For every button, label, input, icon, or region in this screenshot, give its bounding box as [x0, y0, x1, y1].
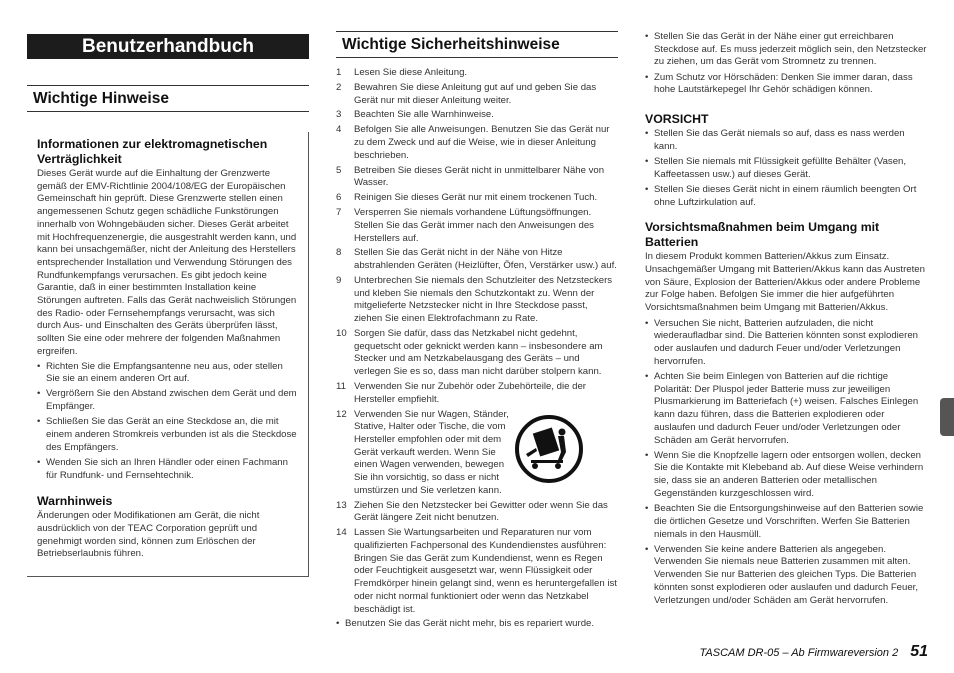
list-item: • Wenn Sie die Knopfzelle lagern oder entsorgen wollen, decken Sie die Kontakte mit Klebeband ab. Auf diese Weise verhindern sie, dass sie an anderen Batterien oder metallischen Gegenständen kurzgeschlossen wird. — [645, 450, 927, 501]
footer-text: TASCAM DR-05 – Ab Firmwareversion 2 — [699, 647, 899, 659]
safety-item — [336, 527, 618, 616]
list-item: • Vergrößern Sie den Abstand zwischen dem Gerät und dem Empfänger. — [37, 388, 299, 413]
list-item: • Stellen Sie dieses Gerät nicht in einem räumlich beengten Ort ohne Luftzirkulation auf. — [645, 184, 927, 209]
safety-item-number: 8 — [336, 247, 342, 259]
safety-item — [336, 500, 618, 525]
repair-bullet: • Benutzen Sie das Gerät nicht mehr, bis es repariert wurde. — [336, 618, 618, 631]
safety-item-text: Betreiben Sie dieses Gerät nicht in unmittelbarer Nähe von Wasser. — [354, 164, 605, 189]
safety-item-number: 4 — [336, 124, 342, 136]
list-item: • Wenden Sie sich an Ihren Händler oder einen Fachmann für Rundfunk- und Fernsehtechnik. — [37, 457, 299, 482]
list-item: • Stellen Sie das Gerät in der Nähe einer gut erreichbaren Steckdose auf. Es muss jederzeit möglich sein, den Netzstecker zu ziehen, um das Gerät vom Stromnetz zu trennen. — [645, 31, 927, 69]
safety-item — [336, 207, 618, 245]
chapter-tab — [940, 398, 954, 436]
safety-item-number: 13 — [336, 499, 347, 511]
safety-item — [336, 124, 618, 162]
battery-text: In diesem Produkt kommen Batterien/Akkus zum Einsatz. Unsachgemäßer Umgang mit Batterien/Akkus kann das Austreten von Säure, Explosion der Batterien/Akkus oder andere Probleme zur Folge haben. Befolgen Sie immer die hier aufgeführten Vorsichtsmaßnahmen beim Umgang mit Batterien/Akkus. — [645, 251, 925, 314]
list-item: • Verwenden Sie keine andere Batterien als angegeben. Verwenden Sie niemals neue Batterien zusammen mit alten. Verwenden Sie nur Batterien des gleichen Typs. Die Batterien könnten sonst explodieren oder auslaufen und dadurch Feuer, Verletzungen und/oder Schäden am Gerät hervorrufen. — [645, 544, 927, 608]
safety-item-text: Ziehen Sie den Netzstecker bei Gewitter oder wenn Sie das Gerät längere Zeit nicht benutzen. — [354, 499, 608, 524]
safety-item-number: 9 — [336, 275, 342, 287]
top-bullets — [645, 31, 927, 97]
cart-warning-icon — [514, 414, 584, 484]
safety-item-text: Lesen Sie diese Anleitung. — [354, 67, 468, 78]
safety-item-number: 10 — [336, 328, 347, 340]
safety-item — [336, 328, 618, 379]
repair-bullet-list — [336, 618, 618, 631]
safety-item-number: 1 — [336, 67, 342, 78]
safety-item-number: 2 — [336, 81, 342, 93]
section-heading-hinweise: Wichtige Hinweise — [27, 85, 309, 112]
safety-item-text: Bewahren Sie diese Anleitung gut auf und geben Sie das Gerät nur mit dieser Anleitung weiter. — [354, 81, 597, 106]
safety-item-text: Sorgen Sie dafür, dass das Netzkabel nicht gedehnt, gequetscht oder geknickt werden kann – insbesondere am Stecker und am Netzkabelausgang des Geräts – und verlegen Sie es so, dass man nicht darüber stolpern kann. — [354, 328, 603, 378]
battery-title: Vorsichtsmaßnahmen beim Umgang mit Batterien — [645, 220, 880, 250]
safety-item-text: Unterbrechen Sie niemals den Schutzleiter des Netzsteckers und kleben Sie niemals den Schutzkontakt zu. Wenn der mitgelieferte Netzstecker nicht in Ihre Steckdose passt, ziehen Sie einen Elektrofachmann zu Rate. — [354, 275, 613, 325]
safety-item — [336, 192, 618, 205]
safety-item — [336, 247, 618, 272]
list-item: • Richten Sie die Empfangsantenne neu aus, oder stellen Sie sie an einem anderen Ort auf. — [37, 361, 299, 386]
list-item: • Versuchen Sie nicht, Batterien aufzuladen, die nicht wiederaufladbar sind. Die Batterien könnten sonst explodieren oder auslaufen und dadurch Feuer und/oder Verletzungen hervorrufen. — [645, 318, 927, 369]
right-column — [645, 31, 927, 610]
safety-item — [336, 381, 618, 406]
vorsicht-bullets — [645, 128, 927, 209]
warn-text: Änderungen oder Modifikationen am Gerät, die nicht ausdrücklich von der TEAC Corporation geprüft und genehmigt worden sind, können zum Erlöschen der Betriebserlaubnis führen. — [37, 510, 260, 560]
safety-item-text: Reinigen Sie dieses Gerät nur mit einem trockenen Tuch. — [354, 192, 598, 204]
safety-item-text: Lassen Sie Wartungsarbeiten und Reparaturen nur vom qualifizierten Fachpersonal des Kundendienstes ausführen: Bringen Sie das Gerät zum Kundendienst, wenn es Regen oder Feuchtigkeit ausgesetzt war, wenn Flüssigkeit oder Fremdkörper hinein gelangt sind, wenn es heruntergefallen ist oder nicht normal funktioniert oder wenn das Netzkabel beschädigt ist. — [354, 527, 617, 615]
safety-item-text: Versperren Sie niemals vorhandene Lüftungsöffnungen. Stellen Sie das Gerät immer nach den Anweisungen des Herstellers auf. — [354, 207, 594, 244]
left-column — [27, 137, 309, 561]
safety-item-number: 14 — [336, 527, 347, 539]
list-item: • Beachten Sie die Entsorgungshinweise auf den Batterien sowie die örtlichen Gesetze und Vorschriften. Werfen Sie Batterien niemals in den Hausmüll. — [645, 503, 927, 541]
safety-item — [336, 67, 618, 80]
safety-item — [336, 82, 618, 107]
list-item: • Achten Sie beim Einlegen von Batterien auf die richtige Polarität: Der Pluspol jeder Batterie muss zur jeweiligen Plusmarkierung im Batteriefach (+) weisen. Falsches Einlegen kann dazu führen, dass die Batterien explodieren oder auslaufen und dadurch Feuer und/oder Verletzungen oder Schäden am Gerät hervorrufen. — [645, 371, 927, 447]
safety-item-number: 3 — [336, 109, 342, 121]
safety-item-text: Beachten Sie alle Warnhinweise. — [354, 109, 494, 121]
emv-text: Dieses Gerät wurde auf die Einhaltung der Grenzwerte gemäß der EMV-Richtlinie 2004/108/EG der Europäischen Gemeinschaft hin geprüft. Diese Grenzwerte stellen einen angemessenen Schutz gegen schädliche Funkstörungen innerhalb von Wohngebäuden sicher. Dieses Gerät arbeitet mit Hochfrequenzenergie, die ausgestrahlt werden kann, und kann bei unsachgemäßer, nicht der Anleitung des Herstellers entsprechender Installation und Verwendung Störungen des Rundfunkempfangs verursachen. Es gibt jedoch keine Garantie, daß in einer bestimmten Installation keine Störungen auftreten. Falls das Gerät nachweislich Störungen des Radio- oder Fernsehempfangs verursacht, was sich durch Aus- und Einschalten des Geräts überprüfen lässt, sollten Sie eine oder mehrere der folgenden Maßnahmen ergreifen. — [37, 168, 297, 357]
safety-list — [336, 67, 618, 616]
middle-column — [336, 67, 618, 631]
emv-bullets — [37, 361, 299, 483]
page-title: Benutzerhandbuch — [27, 34, 309, 59]
list-item: • Zum Schutz vor Hörschäden: Denken Sie immer daran, dass hohe Lautstärkepegel Ihr Gehör schädigen können. — [645, 72, 927, 97]
warn-title: Warnhinweis — [37, 494, 113, 509]
page-number: 51 — [910, 643, 928, 660]
safety-item — [336, 109, 618, 122]
safety-item-number: 11 — [336, 381, 346, 393]
safety-item-text: Befolgen Sie alle Anweisungen. Benutzen Sie das Gerät nur zu dem Zweck und auf die Weise, wie in dieser Anleitung beschrieben. — [354, 124, 610, 161]
safety-item-text: Verwenden Sie nur Wagen, Ständer, Stative, Halter oder Tische, die vom Hersteller empfohlen oder mit dem Gerät verkauft werden. Wenn Sie einen Wagen verwenden, bewegen Sie ihn vorsichtig, so dass er nicht umstürzen und Sie verletzen kann. — [354, 408, 509, 496]
safety-item-text: Stellen Sie das Gerät nicht in der Nähe von Hitze abstrahlenden Geräten (Heizlüfter, Öfen, Verstärker usw.) auf. — [354, 247, 617, 272]
section-heading-sicherheit: Wichtige Sicherheitshinweise — [336, 31, 618, 58]
safety-item-number: 12 — [336, 408, 347, 420]
safety-item — [336, 275, 618, 326]
safety-item-number: 6 — [336, 192, 342, 204]
battery-bullets — [645, 318, 927, 607]
vorsicht-title: VORSICHT — [645, 112, 709, 127]
safety-item — [336, 165, 618, 190]
list-item: • Stellen Sie niemals mit Flüssigkeit gefüllte Behälter (Vasen, Kaffeetassen usw.) auf dieses Gerät. — [645, 156, 927, 181]
emv-title: Informationen zur elektromagnetischen Verträglichkeit — [37, 137, 268, 166]
page-footer — [700, 643, 928, 661]
safety-item-number: 5 — [336, 164, 342, 176]
list-item: • Stellen Sie das Gerät niemals so auf, dass es nass werden kann. — [645, 128, 927, 153]
list-item: • Schließen Sie das Gerät an eine Steckdose an, die mit einem anderen Stromkreis verbunden ist als die Steckdose des Empfängers. — [37, 416, 299, 454]
safety-item-number: 7 — [336, 207, 342, 219]
safety-item-text: Verwenden Sie nur Zubehör oder Zubehörteile, die der Hersteller empfiehlt. — [354, 381, 586, 405]
